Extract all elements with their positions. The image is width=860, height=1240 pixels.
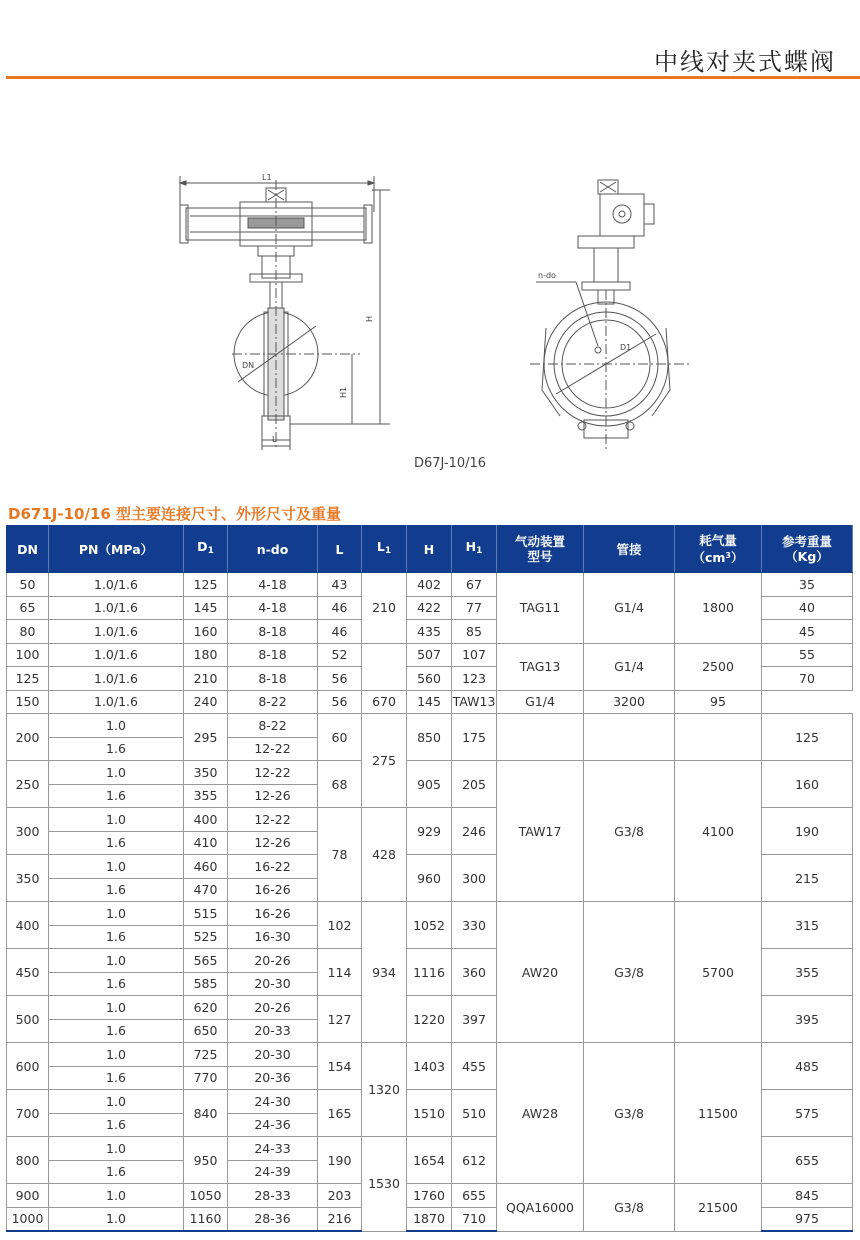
- cell-h1: 710: [452, 1207, 497, 1231]
- cell-h: 905: [407, 761, 452, 808]
- cell-dn: 350: [7, 855, 49, 902]
- table-row: [7, 690, 853, 714]
- cell-h1: 205: [452, 761, 497, 808]
- cell-actuator: TAW13: [452, 690, 497, 714]
- cell-h: 507: [407, 643, 452, 667]
- cell-pn: 1.0: [49, 1090, 184, 1114]
- header-weight: 参考重量 （Kg）: [762, 526, 853, 573]
- cell-l: 102: [318, 902, 362, 949]
- cell-pn: 1.6: [49, 831, 184, 855]
- header-air: 耗气量 $(cm^3)$: [675, 526, 762, 573]
- cell-d1: 565: [184, 949, 228, 973]
- cell-weight: 160: [762, 761, 853, 808]
- cell-h1: 510: [452, 1090, 497, 1137]
- table-row: [7, 714, 853, 738]
- cell-weight: 35: [762, 573, 853, 597]
- cell-h: 1654: [407, 1137, 452, 1184]
- cell-h: 402: [407, 573, 452, 597]
- cell-pn: 1.0/1.6: [49, 573, 184, 597]
- cell-dn: 500: [7, 996, 49, 1043]
- cell-h1: 107: [452, 643, 497, 667]
- cell-pipe: [584, 714, 675, 761]
- cell-l: 127: [318, 996, 362, 1043]
- cell-ndo: 8-18: [228, 643, 318, 667]
- cell-dn: 65: [7, 596, 49, 620]
- cell-dn: 250: [7, 761, 49, 808]
- page-title: 中线对夹式蝶阀: [654, 48, 836, 76]
- cell-d1: 410: [184, 831, 228, 855]
- cell-air: 4100: [675, 761, 762, 902]
- cell-ndo: 24-30: [228, 1090, 318, 1114]
- cell-pn: 1.6: [49, 972, 184, 996]
- cell-weight: 215: [762, 855, 853, 902]
- svg-text:DN: DN: [242, 361, 255, 370]
- cell-pn: 1.0: [49, 855, 184, 879]
- cell-h: 929: [407, 808, 452, 855]
- table-row: [7, 643, 853, 667]
- cell-d1: 160: [184, 620, 228, 644]
- cell-weight: 40: [762, 596, 853, 620]
- header-l1: $L_1$: [362, 526, 407, 573]
- header-pipe: 管接: [584, 526, 675, 573]
- spec-table-body: [7, 573, 853, 1232]
- cell-pn: 1.0/1.6: [49, 620, 184, 644]
- cell-l: 46: [318, 596, 362, 620]
- cell-h1: 123: [452, 667, 497, 691]
- cell-h: 1052: [407, 902, 452, 949]
- svg-text:L: L: [272, 435, 277, 444]
- cell-dn: 150: [7, 690, 49, 714]
- cell-ndo: 28-33: [228, 1184, 318, 1208]
- cell-pipe: G3/8: [584, 1043, 675, 1184]
- cell-ndo: 20-26: [228, 996, 318, 1020]
- cell-ndo: 4-18: [228, 596, 318, 620]
- cell-l1: 1530: [362, 1137, 407, 1232]
- cell-ndo: 20-36: [228, 1066, 318, 1090]
- cell-d1: 470: [184, 878, 228, 902]
- cell-d1: 145: [184, 596, 228, 620]
- cell-l: 56: [318, 667, 362, 691]
- cell-dn: 125: [7, 667, 49, 691]
- cell-dn: 1000: [7, 1207, 49, 1231]
- cell-h: 670: [362, 690, 407, 714]
- cell-ndo: 8-22: [228, 714, 318, 738]
- cell-d1: 1160: [184, 1207, 228, 1231]
- cell-ndo: 20-26: [228, 949, 318, 973]
- cell-d1: 650: [184, 1019, 228, 1043]
- cell-weight: 655: [762, 1137, 853, 1184]
- cell-h: 850: [407, 714, 452, 761]
- cell-h: 1116: [407, 949, 452, 996]
- cell-l1: 210: [362, 573, 407, 644]
- cell-pn: 1.6: [49, 737, 184, 761]
- cell-ndo: 16-26: [228, 902, 318, 926]
- header-actuator: 气动装置 型号: [497, 526, 584, 573]
- cell-ndo: 24-33: [228, 1137, 318, 1161]
- cell-l1: 1320: [362, 1043, 407, 1137]
- cell-l1: 428: [362, 808, 407, 902]
- cell-l: 68: [318, 761, 362, 808]
- header-ndo: n-do: [228, 526, 318, 573]
- cell-actuator: TAW17: [497, 761, 584, 902]
- cell-weight: 845: [762, 1184, 853, 1208]
- table-row: [7, 761, 853, 785]
- cell-pipe: G3/8: [584, 1184, 675, 1232]
- cell-l: 56: [318, 690, 362, 714]
- cell-h1: 612: [452, 1137, 497, 1184]
- cell-actuator: AW20: [497, 902, 584, 1043]
- header-dn: DN: [7, 526, 49, 573]
- cell-weight: 125: [762, 714, 853, 761]
- cell-pn: 1.6: [49, 1019, 184, 1043]
- cell-pipe: G1/4: [584, 573, 675, 644]
- svg-text:H: H: [365, 315, 374, 322]
- cell-pn: 1.6: [49, 925, 184, 949]
- cell-ndo: 24-39: [228, 1160, 318, 1184]
- cell-l1: [362, 643, 407, 690]
- svg-text:D1: D1: [620, 343, 632, 352]
- cell-ndo: 4-18: [228, 573, 318, 597]
- cell-pipe: G3/8: [584, 902, 675, 1043]
- cell-d1: 525: [184, 925, 228, 949]
- cell-air: 21500: [675, 1184, 762, 1232]
- cell-d1: 840: [184, 1090, 228, 1137]
- cell-weight: 55: [762, 643, 853, 667]
- cell-ndo: 16-30: [228, 925, 318, 949]
- table-row: [7, 1184, 853, 1208]
- cell-l: 60: [318, 714, 362, 761]
- cell-h: 1760: [407, 1184, 452, 1208]
- cell-d1: 460: [184, 855, 228, 879]
- cell-weight: 95: [675, 690, 762, 714]
- cell-pn: 1.0: [49, 714, 184, 738]
- cell-l: 216: [318, 1207, 362, 1231]
- cell-air: 11500: [675, 1043, 762, 1184]
- cell-ndo: 12-22: [228, 761, 318, 785]
- side-view-drawing: [530, 180, 690, 450]
- cell-l1: 934: [362, 902, 407, 1043]
- cell-h1: 360: [452, 949, 497, 996]
- header-rule: [6, 76, 860, 79]
- cell-l: 52: [318, 643, 362, 667]
- cell-ndo: 20-30: [228, 972, 318, 996]
- cell-d1: 125: [184, 573, 228, 597]
- cell-h1: 246: [452, 808, 497, 855]
- table-row: [7, 573, 853, 597]
- cell-pn: 1.0/1.6: [49, 596, 184, 620]
- cell-d1: 210: [184, 667, 228, 691]
- cell-h: 1510: [407, 1090, 452, 1137]
- cell-h1: 175: [452, 714, 497, 761]
- valve-drawings: [0, 150, 860, 480]
- spec-table: [6, 525, 853, 1232]
- cell-pn: 1.0: [49, 1184, 184, 1208]
- cell-pn: 1.0: [49, 1207, 184, 1231]
- cell-pn: 1.0: [49, 949, 184, 973]
- cell-dn: 800: [7, 1137, 49, 1184]
- cell-d1: 620: [184, 996, 228, 1020]
- cell-l: 114: [318, 949, 362, 996]
- cell-h: 560: [407, 667, 452, 691]
- cell-h1: 145: [407, 690, 452, 714]
- cell-ndo: 8-22: [228, 690, 318, 714]
- cell-h: 960: [407, 855, 452, 902]
- cell-pn: 1.0: [49, 808, 184, 832]
- cell-pn: 1.0: [49, 1137, 184, 1161]
- cell-ndo: 28-36: [228, 1207, 318, 1231]
- cell-d1: 400: [184, 808, 228, 832]
- cell-h1: 330: [452, 902, 497, 949]
- cell-actuator: QQA16000: [497, 1184, 584, 1232]
- cell-dn: 600: [7, 1043, 49, 1090]
- cell-pn: 1.6: [49, 878, 184, 902]
- cell-pipe: G3/8: [584, 761, 675, 902]
- cell-d1: 770: [184, 1066, 228, 1090]
- cell-ndo: 12-22: [228, 808, 318, 832]
- cell-weight: 45: [762, 620, 853, 644]
- cell-ndo: 8-18: [228, 667, 318, 691]
- cell-d1: 295: [184, 714, 228, 761]
- cell-d1: 180: [184, 643, 228, 667]
- cell-air: 1800: [675, 573, 762, 644]
- cell-weight: 70: [762, 667, 853, 691]
- cell-pipe: G1/4: [497, 690, 584, 714]
- cell-l: 154: [318, 1043, 362, 1090]
- cell-actuator: [497, 714, 584, 761]
- cell-h1: 455: [452, 1043, 497, 1090]
- svg-text:L1: L1: [262, 173, 272, 182]
- header-h1: $H_1$: [452, 526, 497, 573]
- cell-d1: 585: [184, 972, 228, 996]
- cell-dn: 700: [7, 1090, 49, 1137]
- cell-weight: 395: [762, 996, 853, 1043]
- cell-h: 1403: [407, 1043, 452, 1090]
- table-row: [7, 902, 853, 926]
- cell-pn: 1.6: [49, 1066, 184, 1090]
- cell-h1: 300: [452, 855, 497, 902]
- cell-h1: 77: [452, 596, 497, 620]
- cell-l: 190: [318, 1137, 362, 1184]
- cell-pn: 1.6: [49, 1160, 184, 1184]
- cell-ndo: 16-26: [228, 878, 318, 902]
- cell-weight: 575: [762, 1090, 853, 1137]
- cell-dn: 400: [7, 902, 49, 949]
- header-h: H: [407, 526, 452, 573]
- header-pn: PN（MPa）: [49, 526, 184, 573]
- cell-l: 78: [318, 808, 362, 902]
- cell-d1: 350: [184, 761, 228, 785]
- cell-ndo: 24-36: [228, 1113, 318, 1137]
- cell-pn: 1.0: [49, 761, 184, 785]
- cell-pn: 1.0: [49, 902, 184, 926]
- cell-weight: 485: [762, 1043, 853, 1090]
- cell-dn: 200: [7, 714, 49, 761]
- cell-h1: 397: [452, 996, 497, 1043]
- cell-dn: 50: [7, 573, 49, 597]
- cell-d1: 515: [184, 902, 228, 926]
- cell-pn: 1.0/1.6: [49, 667, 184, 691]
- cell-h1: 67: [452, 573, 497, 597]
- cell-weight: 190: [762, 808, 853, 855]
- cell-h1: 655: [452, 1184, 497, 1208]
- cell-d1: 950: [184, 1137, 228, 1184]
- cell-dn: 450: [7, 949, 49, 996]
- cell-l: 165: [318, 1090, 362, 1137]
- cell-air: 3200: [584, 690, 675, 714]
- cell-air: 5700: [675, 902, 762, 1043]
- cell-h: 1220: [407, 996, 452, 1043]
- cell-l1: 275: [362, 714, 407, 808]
- svg-text:H1: H1: [339, 386, 348, 398]
- svg-text:n-do: n-do: [538, 271, 556, 280]
- table-row: [7, 1043, 853, 1067]
- cell-actuator: TAG13: [497, 643, 584, 690]
- cell-pn: 1.0/1.6: [49, 643, 184, 667]
- cell-ndo: 12-26: [228, 784, 318, 808]
- cell-air: 2500: [675, 643, 762, 690]
- cell-ndo: 16-22: [228, 855, 318, 879]
- cell-h: 1870: [407, 1207, 452, 1231]
- cell-pipe: G1/4: [584, 643, 675, 690]
- front-view-drawing: [180, 173, 390, 450]
- cell-d1: 725: [184, 1043, 228, 1067]
- cell-actuator: TAG11: [497, 573, 584, 644]
- cell-pn: 1.6: [49, 1113, 184, 1137]
- header-d1: $D_1$: [184, 526, 228, 573]
- cell-l: 46: [318, 620, 362, 644]
- cell-ndo: 8-18: [228, 620, 318, 644]
- cell-h1: 85: [452, 620, 497, 644]
- drawing-caption: D67J-10/16: [413, 456, 487, 471]
- cell-d1: 240: [184, 690, 228, 714]
- cell-l: 203: [318, 1184, 362, 1208]
- cell-ndo: 20-33: [228, 1019, 318, 1043]
- cell-pn: 1.6: [49, 784, 184, 808]
- cell-air: [675, 714, 762, 761]
- cell-weight: 975: [762, 1207, 853, 1231]
- cell-d1: 355: [184, 784, 228, 808]
- cell-weight: 315: [762, 902, 853, 949]
- cell-dn: 100: [7, 643, 49, 667]
- cell-dn: 80: [7, 620, 49, 644]
- cell-pn: 1.0: [49, 1043, 184, 1067]
- cell-ndo: 12-26: [228, 831, 318, 855]
- section-title: D671J-10/16 型主要连接尺寸、外形尺寸及重量: [8, 505, 342, 523]
- cell-weight: 355: [762, 949, 853, 996]
- cell-h: 435: [407, 620, 452, 644]
- header-l: L: [318, 526, 362, 573]
- cell-dn: 300: [7, 808, 49, 855]
- cell-actuator: AW28: [497, 1043, 584, 1184]
- table-header-row: [7, 526, 853, 573]
- cell-pn: 1.0: [49, 996, 184, 1020]
- cell-dn: 900: [7, 1184, 49, 1208]
- cell-pn: 1.0/1.6: [49, 690, 184, 714]
- cell-ndo: 20-30: [228, 1043, 318, 1067]
- cell-l: 43: [318, 573, 362, 597]
- cell-ndo: 12-22: [228, 737, 318, 761]
- cell-h: 422: [407, 596, 452, 620]
- cell-d1: 1050: [184, 1184, 228, 1208]
